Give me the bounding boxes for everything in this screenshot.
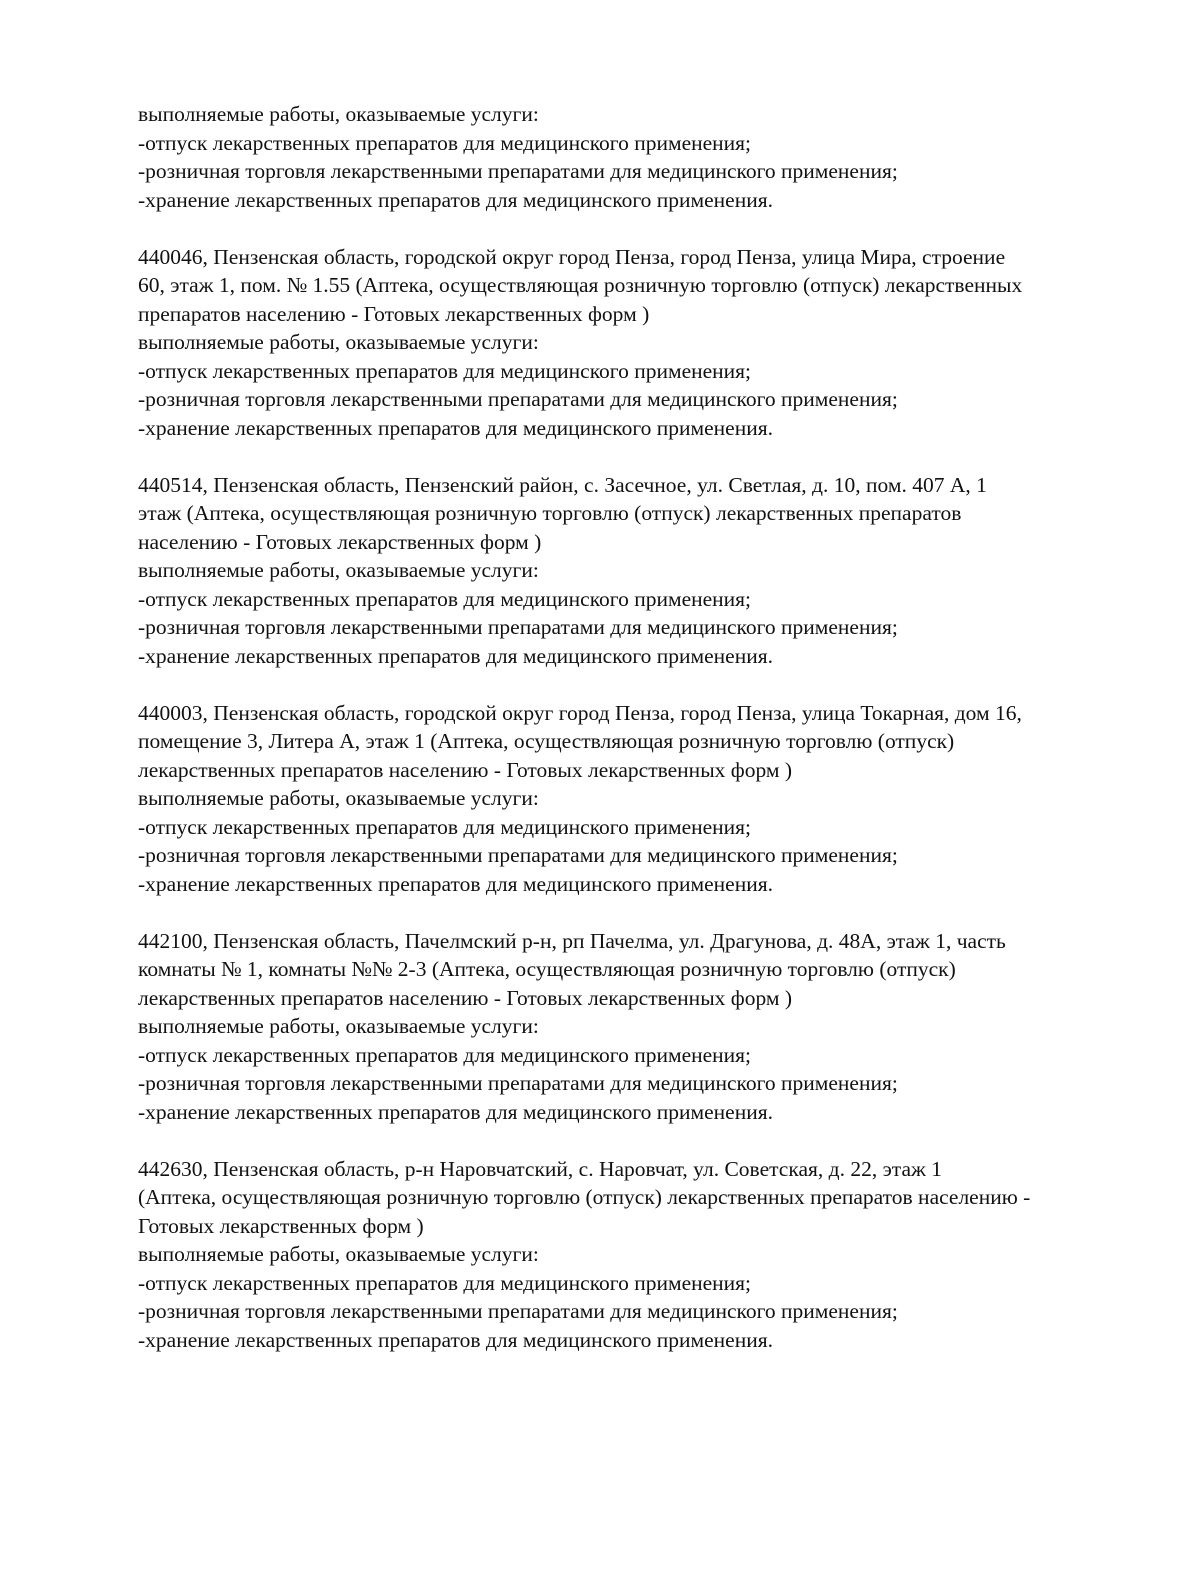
address-line: лекарственных препаратов населению - Готовых лекарственных форм ) [138,985,793,1010]
address-line: 440046, Пензенская область, городской округ город Пенза, город Пенза, улица Мира, строение [138,244,1006,269]
pharmacy-entry [138,471,1138,671]
service-item: -хранение лекарственных препаратов для медицинского применения. [138,187,773,212]
address-line: лекарственных препаратов населению - Готовых лекарственных форм ) [138,757,793,782]
document-body [138,100,1138,1383]
pharmacy-entry [138,243,1138,443]
address-line: помещение 3, Литера А, этаж 1 (Аптека, осуществляющая розничную торговлю (отпуск) [138,729,955,753]
address-line: препаратов населению - Готовых лекарственных форм ) [138,301,650,326]
services-heading: выполняемые работы, оказываемые услуги: [138,1014,539,1038]
service-item: -хранение лекарственных препаратов для медицинского применения. [138,1099,773,1124]
services-heading: выполняемые работы, оказываемые услуги: [138,786,539,810]
service-item: -розничная торговля лекарственными препаратами для медицинского применения; [138,843,898,867]
service-item: -хранение лекарственных препаратов для медицинского применения. [138,1327,773,1352]
service-item: -розничная торговля лекарственными препаратами для медицинского применения; [138,159,898,183]
address-line: комнаты № 1, комнаты №№ 2-3 (Аптека, осуществляющая розничную торговлю (отпуск) [138,957,956,981]
services-heading: выполняемые работы, оказываемые услуги: [138,102,539,126]
services-heading: выполняемые работы, оказываемые услуги: [138,330,539,354]
services-heading: выполняемые работы, оказываемые услуги: [138,558,539,582]
address-line: этаж (Аптека, осуществляющая розничную торговлю (отпуск) лекарственных препаратов [138,501,962,525]
service-item: -розничная торговля лекарственными препаратами для медицинского применения; [138,615,898,639]
address-line: населению - Готовых лекарственных форм ) [138,529,542,554]
address-line: (Аптека, осуществляющая розничную торговлю (отпуск) лекарственных препаратов населению - [138,1185,1031,1209]
services-heading: выполняемые работы, оказываемые услуги: [138,1242,539,1266]
intro-block [138,100,1138,214]
service-item: -хранение лекарственных препаратов для медицинского применения. [138,871,773,896]
service-item: -розничная торговля лекарственными препаратами для медицинского применения; [138,1071,898,1095]
service-item: -отпуск лекарственных препаратов для медицинского применения; [138,130,752,155]
service-item: -хранение лекарственных препаратов для медицинского применения. [138,643,773,668]
address-line: 440003, Пензенская область, городской округ город Пенза, город Пенза, улица Токарная, дом 16, [138,700,1022,725]
service-item: -розничная торговля лекарственными препаратами для медицинского применения; [138,1299,898,1323]
address-line: 60, этаж 1, пом. № 1.55 (Аптека, осуществляющая розничную торговлю (отпуск) лекарственных [138,273,1023,297]
service-item: -хранение лекарственных препаратов для медицинского применения. [138,415,773,440]
service-item: -отпуск лекарственных препаратов для медицинского применения; [138,358,752,383]
service-item: -отпуск лекарственных препаратов для медицинского применения; [138,586,752,611]
address-line: 442100, Пензенская область, Пачелмский р-н, рп Пачелма, ул. Драгунова, д. 48А, этаж 1, часть [138,928,1006,953]
address-line: Готовых лекарственных форм ) [138,1213,424,1238]
service-item: -отпуск лекарственных препаратов для медицинского применения; [138,1042,752,1067]
address-line: 442630, Пензенская область, р-н Наровчатский, с. Наровчат, ул. Советская, д. 22, этаж 1 [138,1156,942,1181]
address-line: 440514, Пензенская область, Пензенский район, с. Засечное, ул. Светлая, д. 10, пом. 407 А, 1 [138,472,987,497]
service-item: -отпуск лекарственных препаратов для медицинского применения; [138,814,752,839]
service-item: -розничная торговля лекарственными препаратами для медицинского применения; [138,387,898,411]
pharmacy-entry [138,927,1138,1127]
pharmacy-entry [138,699,1138,899]
pharmacy-entry [138,1155,1138,1355]
service-item: -отпуск лекарственных препаратов для медицинского применения; [138,1270,752,1295]
